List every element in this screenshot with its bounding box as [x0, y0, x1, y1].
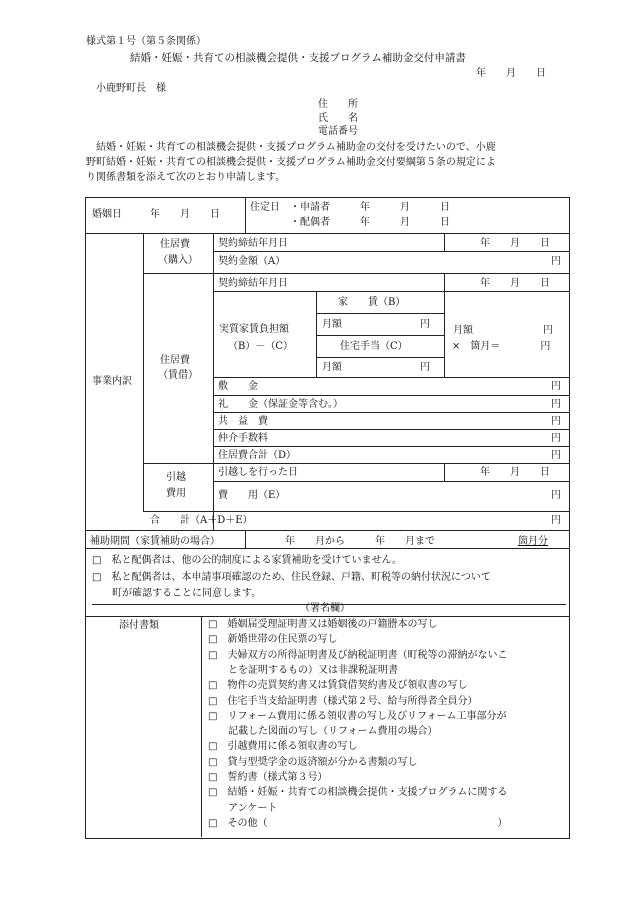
- application-date: 年 月 日: [476, 68, 546, 79]
- rent-contract-date: 年 月 日: [480, 278, 550, 289]
- divider: [85, 530, 569, 531]
- actual-rent-label: 実質家賃負担額: [219, 324, 289, 335]
- attachment-item[interactable]: 記載した図面の写し（リフォーム費用の場合）: [208, 726, 438, 738]
- residence-label: 住定日: [250, 202, 280, 213]
- attachment-item[interactable]: □ 誓約書（様式第３号）: [208, 772, 328, 783]
- divider: [316, 313, 444, 314]
- yen-unit: 円: [551, 381, 561, 392]
- divider: [213, 395, 569, 396]
- actual-rent-formula: （B）－（C）: [228, 341, 293, 352]
- yen-unit: 円: [551, 399, 561, 410]
- purchase-contract-date-label: 契約締結年月日: [218, 238, 288, 249]
- attachment-item[interactable]: アンケート: [208, 802, 278, 814]
- yen-unit: 円: [551, 416, 561, 427]
- attachment-item[interactable]: □ 物件の売買契約書又は賃貸借契約書及び領収書の写し: [208, 680, 468, 692]
- declaration-1: □ 私と配偶者は、他の公的制度による家賃補助を受けていません。: [92, 555, 403, 566]
- divider: [85, 233, 569, 234]
- broker-fee-label: 仲介手数料: [218, 433, 268, 444]
- divider: [316, 335, 444, 336]
- divider: [85, 616, 569, 617]
- moving-date: 年 月 日: [480, 467, 550, 478]
- divider: [213, 377, 569, 378]
- rent-contract-date-label: 契約締結年月日: [218, 278, 288, 289]
- divider: [245, 530, 246, 548]
- attachment-item[interactable]: とを証明するもの）又は非課税証明書: [208, 664, 398, 676]
- intro-line-2: 野町結婚・妊娠・共育ての相談機会提供・支援プログラム補助金交付要綱第５条の規定によ: [86, 157, 496, 168]
- divider: [444, 273, 445, 291]
- subsidy-period-months: 箇月分: [518, 536, 548, 547]
- divider: [213, 429, 569, 430]
- rent-monthly-label: 月額: [322, 319, 342, 330]
- rent-label-sub: （賃借）: [158, 370, 198, 381]
- attachment-item[interactable]: □ 住宅手当支給証明書（様式第２号、給与所得者全員分）: [208, 695, 478, 707]
- attachment-item[interactable]: □ 引越費用に係る領収書の写し: [208, 741, 358, 753]
- signature-field[interactable]: （署名欄）: [300, 603, 350, 614]
- divider: [213, 446, 569, 447]
- purchase-contract-date: 年 月 日: [480, 238, 550, 249]
- purchase-label-sub: （購入）: [158, 255, 198, 266]
- divider: [213, 412, 569, 413]
- allowance-monthly-label: 月額: [322, 362, 342, 373]
- attachment-item[interactable]: □ 夫婦双方の所得証明書及び納税証明書（町税等の滞納がないこ: [208, 649, 508, 661]
- attachment-item[interactable]: □ 貸与型奨学金の返済額が分かる書類の写し: [208, 756, 418, 768]
- housing-total-label: 住居費合計（D）: [218, 450, 297, 461]
- monthly-amount: 月額 円: [453, 325, 553, 336]
- divider: [201, 616, 202, 837]
- moving-date-label: 引越しを行った日: [218, 467, 298, 478]
- yen-unit: 円: [551, 515, 561, 526]
- divider: [213, 233, 214, 530]
- divider: [444, 463, 445, 481]
- subsidy-period-label: 補助期間（家賃補助の場合）: [90, 536, 220, 547]
- attachments-label: 添付書類: [119, 620, 159, 631]
- attachment-item[interactable]: □ 結婚・妊娠・共育ての相談機会提供・支援プログラムに関する: [208, 787, 508, 799]
- common-fee-label: 共 益 費: [218, 416, 268, 427]
- yen-unit: 円: [551, 490, 561, 501]
- intro-line-1: 結婚・妊娠・共育ての相談機会提供・支援プログラム補助金の交付を受けたいので、小鹿: [86, 142, 496, 153]
- form-title: 結婚・妊娠・共育ての相談機会提供・支援プログラム補助金交付申請書: [130, 52, 466, 64]
- key-money-label: 礼 金（保証金等含む。）: [218, 399, 343, 410]
- deposit-label: 敷 金: [218, 381, 258, 392]
- moving-label-sub: 費用: [166, 488, 186, 499]
- addressee: 小鹿野町長 様: [96, 83, 166, 94]
- form-number: 様式第１号（第５条関係）: [86, 36, 206, 47]
- name-label: 氏 名: [318, 113, 358, 124]
- divider: [213, 291, 569, 292]
- rent-label: 住居費: [160, 355, 190, 366]
- divider: [143, 463, 569, 464]
- divider: [316, 357, 444, 358]
- spouse-date: ・配偶者 年 月 日: [290, 217, 450, 228]
- divider: [143, 233, 144, 511]
- divider: [213, 481, 569, 482]
- housing-allowance-label: 住宅手当（C）: [340, 341, 408, 352]
- contract-amount-label: 契約金額（A）: [218, 256, 286, 267]
- yen-unit: 円: [551, 433, 561, 444]
- divider: [316, 291, 317, 377]
- business-label: 事業内訳: [92, 376, 132, 387]
- yen-unit: 円: [551, 450, 561, 461]
- marriage-label: 婚姻日: [92, 209, 122, 220]
- purchase-label: 住居費: [160, 239, 190, 250]
- yen-unit: 円: [420, 319, 430, 330]
- yen-unit: 円: [551, 256, 561, 267]
- declaration-2: □ 私と配偶者は、本申請事項確認のため、住民登録、戸籍、町税等の納付状況について: [92, 572, 491, 583]
- moving-label: 引越: [166, 472, 186, 483]
- intro-line-3: り関係書類を添えて次のとおり申請します。: [86, 172, 286, 183]
- applicant-date: ・申請者 年 月 日: [290, 202, 450, 213]
- attachment-item[interactable]: □ その他（ ）: [208, 817, 508, 829]
- months-calc: × 箇月＝ 円: [452, 341, 551, 352]
- divider: [444, 291, 445, 377]
- attachment-item[interactable]: □ 婚姻届受理証明書又は婚姻後の戸籍謄本の写し: [208, 619, 438, 630]
- attachment-item[interactable]: □ 新婚世帯の住民票の写し: [208, 634, 338, 646]
- divider: [444, 233, 445, 251]
- divider: [213, 251, 569, 252]
- moving-cost-label: 費 用（E）: [218, 490, 286, 501]
- address-label: 住 所: [318, 99, 358, 110]
- marriage-date: 年 月 日: [150, 209, 220, 220]
- rent-b-label: 家 賃（B）: [338, 297, 406, 308]
- divider: [85, 548, 569, 549]
- divider: [245, 197, 246, 233]
- declaration-2-cont: 町が確認することに同意します。: [112, 588, 262, 599]
- total-label: 合 計（A＋D＋E）: [150, 515, 253, 526]
- divider: [143, 511, 569, 512]
- subsidy-period-range: 年 月から 年 月まで: [285, 536, 435, 547]
- divider: [143, 273, 569, 274]
- yen-unit: 円: [420, 362, 430, 373]
- attachment-item[interactable]: □ リフォーム費用に係る領収書の写し及びリフォーム工事部分が: [208, 710, 507, 722]
- phone-label: 電話番号: [318, 126, 358, 137]
